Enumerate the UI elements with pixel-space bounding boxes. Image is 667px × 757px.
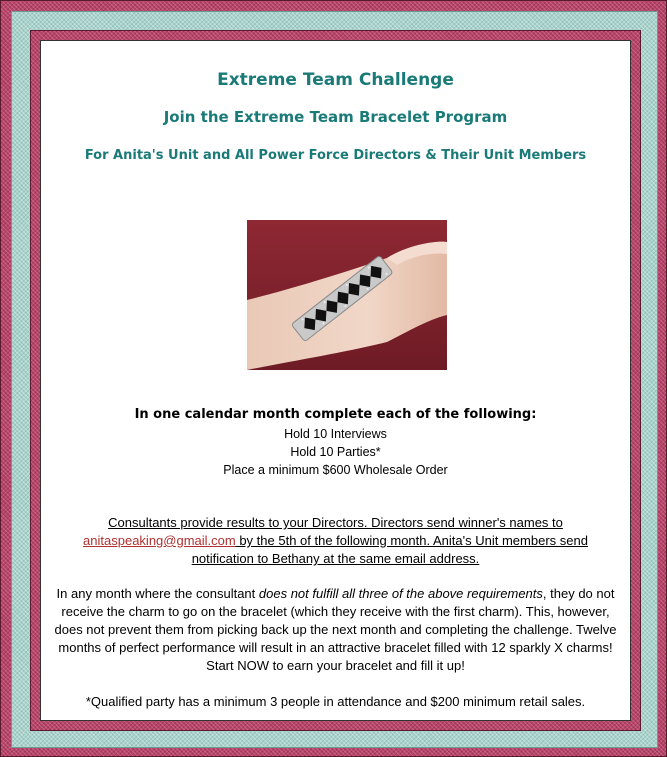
content-panel (40, 40, 631, 721)
bracelet-on-wrist-image (247, 220, 447, 370)
audience-heading: For Anita's Unit and All Power Force Directors & Their Unit Members (84, 148, 587, 163)
challenge-details (53, 585, 618, 675)
requirement-wholesale-order: Place a minimum $600 Wholesale Order (223, 463, 448, 477)
email-link[interactable]: anitaspeaking@gmail.com (83, 533, 236, 548)
page-subtitle: Join the Extreme Team Bracelet Program (163, 108, 508, 126)
requirement-interviews: Hold 10 Interviews (284, 427, 387, 441)
page-title: Extreme Team Challenge (217, 70, 454, 90)
details-text-2: , they do not receive the charm to go on the bracelet (which they receive with the first charm). This, however, does not prevent them from picking back up the next month and completing the challenge. Twelve months of perfect performance will result in an attractive bracelet filled with 12 sparkly X charms! Start NOW to earn your bracelet and fill it up! (54, 586, 617, 673)
party-footnote: *Qualified party has a minimum 3 people in attendance and $200 minimum retail sales. (85, 694, 586, 709)
inner-pink-border (30, 30, 641, 731)
teal-border (11, 11, 658, 748)
consultants-text-2: by the 5th of the following month. Anita's Unit members send notification to Bethany at the same email address. (191, 533, 588, 566)
consultants-instructions (71, 514, 600, 568)
details-text-1: In any month where the consultant (56, 586, 259, 601)
details-emphasis: does not fulfill all three of the above requirements (258, 586, 543, 601)
requirement-parties: Hold 10 Parties* (290, 445, 381, 459)
bracelet-photo (247, 220, 447, 370)
requirements-title: In one calendar month complete each of the following: (134, 407, 537, 422)
consultants-text-1: Consultants provide results to your Directors. Directors send winner's names to (108, 515, 563, 530)
